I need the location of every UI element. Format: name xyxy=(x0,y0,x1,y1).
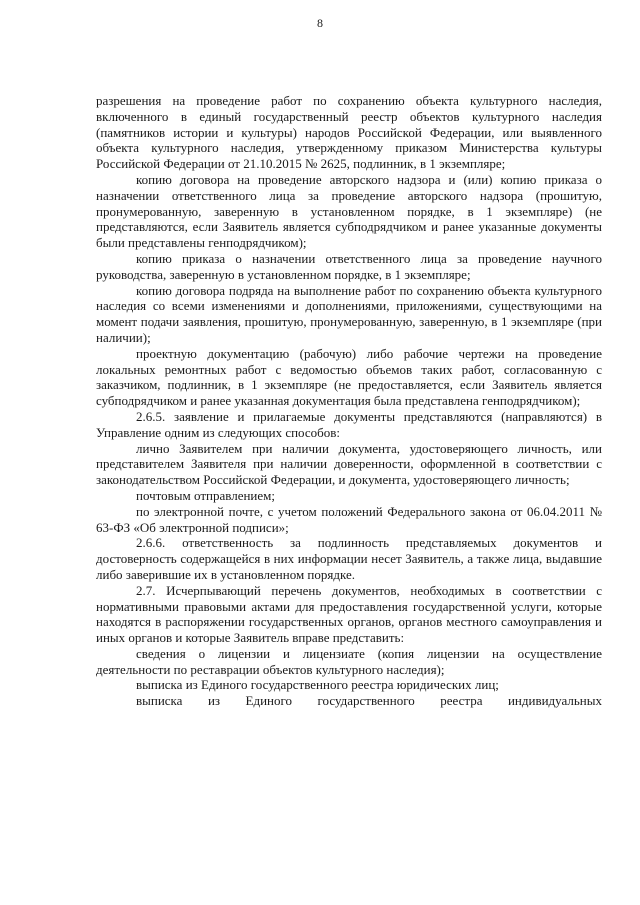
paragraph-author-supervision: копию договора на проведение авторского надзора и (или) копию приказа о назначении ответственного лица за проведение авторского надзора (прошитую, пронумерованную, заверенную в установленном порядке, в 1 экземпляре) (не представляются, если Заявитель является субподрядчиком и ранее указанные документы были представлены генподрядчиком); xyxy=(96,171,602,251)
paragraph-scientific-supervision: копию приказа о назначении ответственного лица за проведение научного руководства, заверенную в установленном порядке, в 1 экземпляре; xyxy=(96,250,602,282)
paragraph-contract-copy: копию договора подряда на выполнение работ по сохранению объекта культурного наследия со всеми изменениями и дополнениями, приложениями, существующими на момент подачи заявления, прошитую, пронумерованную, заверенную, в 1 экземпляре (при наличии); xyxy=(96,282,602,345)
paragraph-2-7: 2.7. Исчерпывающий перечень документов, необходимых в соответствии с нормативными правовыми актами для предоставления государственной услуги, которые находятся в распоряжении государственных органов, органов местного самоуправления и иных органов и которые Заявитель вправе представить: xyxy=(96,582,602,646)
paragraph-license-info: сведения о лицензии и лицензиате (копия лицензии на осуществление деятельности по реставрации объектов культурного наследия); xyxy=(96,645,602,677)
paragraph-egrul-extract: выписка из Единого государственного реестра юридических лиц; xyxy=(136,677,499,693)
paragraph-permit-continuation: разрешения на проведение работ по сохранению объекта культурного наследия, включенного в единый государственный реестр объектов культурного наследия (памятников истории и культуры) народов Российской Федерации, или выявленного объекта культурного наследия, утвержденному приказом Министерства культуры Российской Федерации от 21.10.2015 № 2625, подлинник, в 1 экземпляре; xyxy=(96,93,602,172)
paragraph-in-person: лично Заявителем при наличии документа, удостоверяющего личность, или представителем Заявителя при наличии доверенности, оформленной в соответствии с законодательством Российской Федерации, и документа, удостоверяющего личность; xyxy=(96,440,602,488)
page-number: 8 xyxy=(317,16,323,30)
paragraph-by-email: по электронной почте, с учетом положений Федерального закона от 06.04.2011 № 63-ФЗ «Об электронной подписи»; xyxy=(96,503,602,535)
paragraph-2-6-5: 2.6.5. заявление и прилагаемые документы представляются (направляются) в Управление одним из следующих способов: xyxy=(96,408,602,440)
paragraph-2-6-6: 2.6.6. ответственность за подлинность представляемых документов и достоверность содержащейся в них информации несет Заявитель, а также лица, выдавшие либо заверившие их в установленном порядке. xyxy=(96,535,602,582)
document-body xyxy=(96,93,602,709)
paragraph-project-documentation: проектную документацию (рабочую) либо рабочие чертежи на проведение локальных ремонтных работ с ведомостью объемов таких работ, согласованную с заказчиком, подлинник, в 1 экземпляре (не предоставляется, если Заявитель является субподрядчиком и ранее указанная документация была представлена генподрядчиком); xyxy=(96,345,602,409)
paragraph-by-mail: почтовым отправлением; xyxy=(136,487,276,503)
paragraph-egrip-extract: выписка из Единого государственного реестра индивидуальных xyxy=(136,693,602,709)
